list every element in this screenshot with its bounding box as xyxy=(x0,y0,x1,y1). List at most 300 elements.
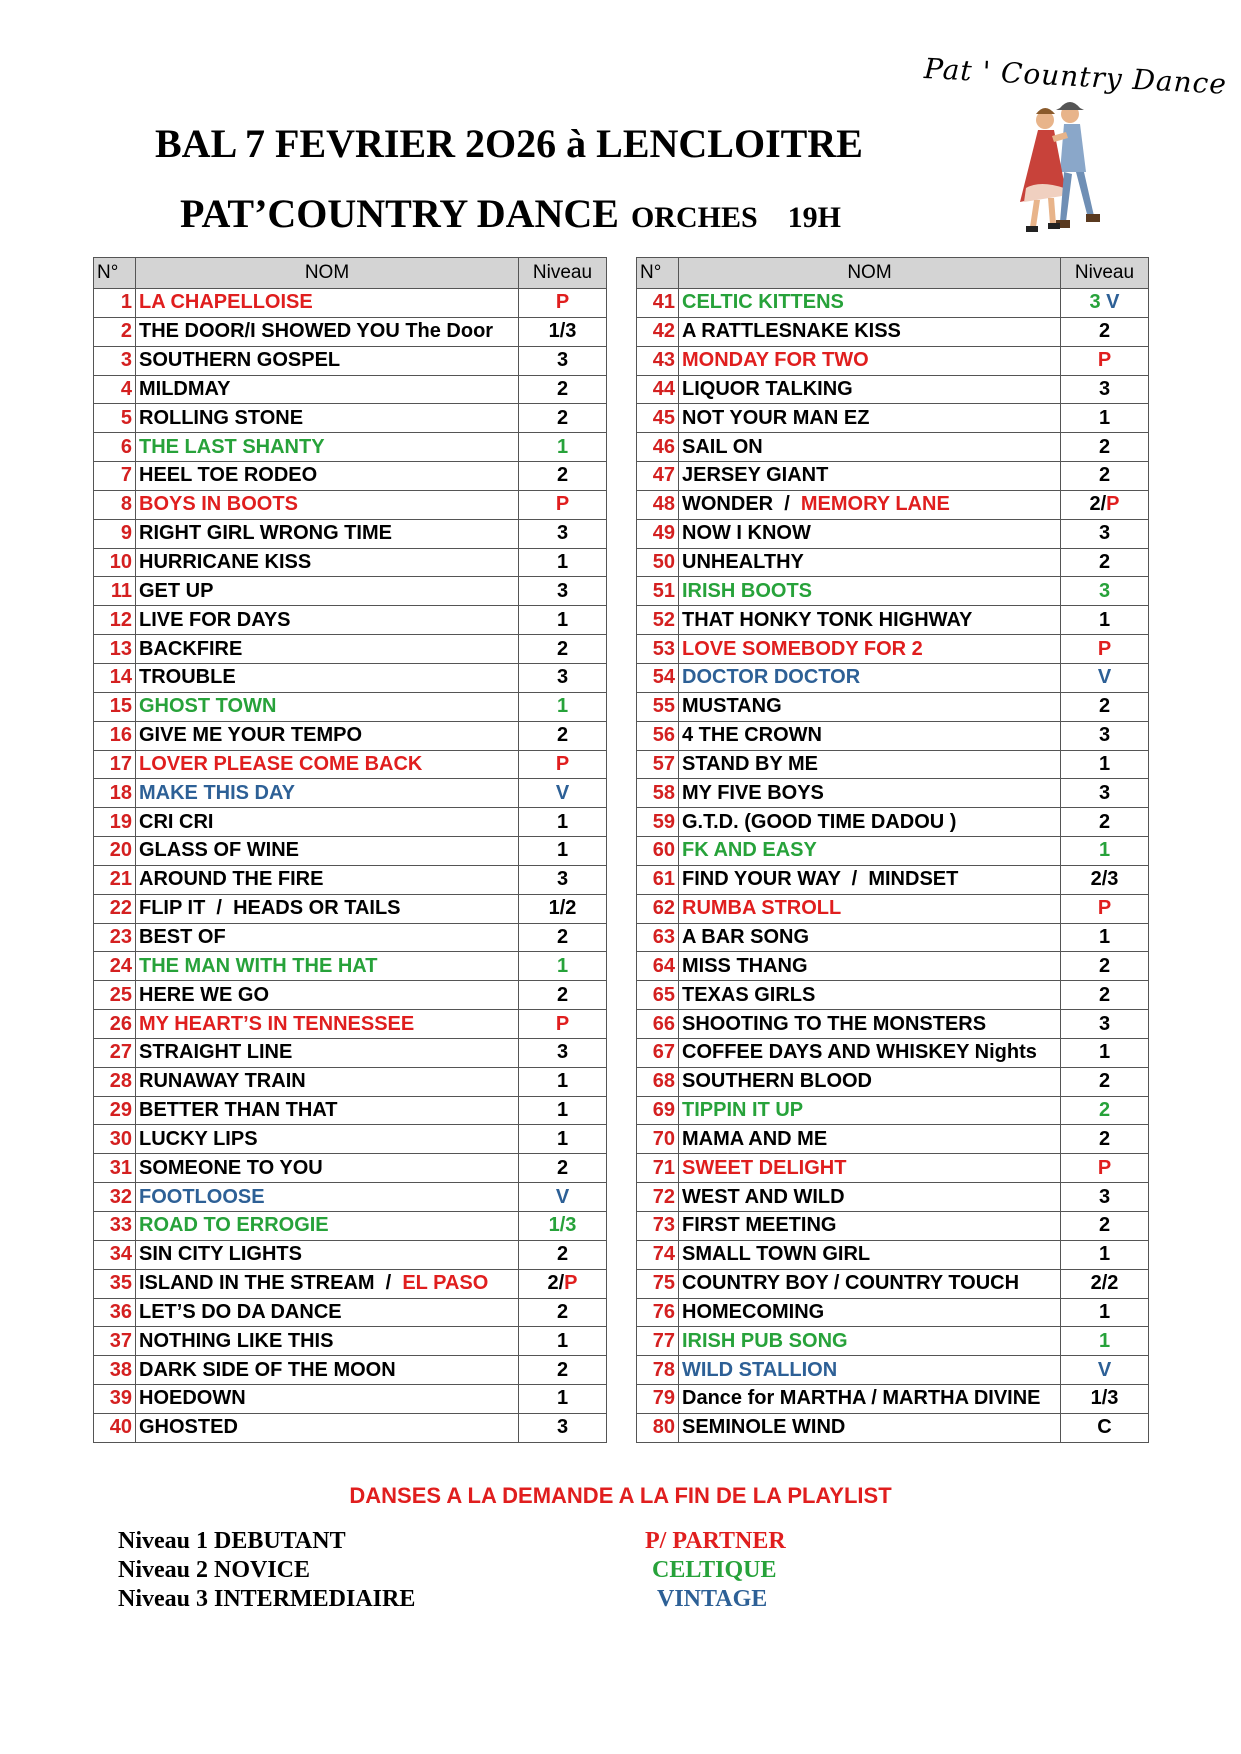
dance-name xyxy=(679,894,1061,923)
table-row xyxy=(637,837,1149,866)
table-row xyxy=(94,1327,607,1356)
row-number: 78 xyxy=(637,1356,679,1385)
dance-name xyxy=(136,1125,519,1154)
table-row xyxy=(94,289,607,318)
dance-level-part: 1 xyxy=(556,1099,569,1122)
dance-level xyxy=(519,923,607,952)
dance-name xyxy=(679,346,1061,375)
dance-name xyxy=(136,1385,519,1414)
row-number: 22 xyxy=(94,894,136,923)
row-number: 16 xyxy=(94,721,136,750)
table-row xyxy=(637,1125,1149,1154)
dance-level-part: 2 xyxy=(1098,464,1111,487)
dance-name xyxy=(136,865,519,894)
table-row xyxy=(637,692,1149,721)
row-number: 25 xyxy=(94,981,136,1010)
dance-level xyxy=(519,865,607,894)
dance-name-part: WONDER / xyxy=(682,493,801,516)
table-row xyxy=(637,750,1149,779)
row-number: 53 xyxy=(637,635,679,664)
dance-name-part: G.T.D. (GOOD TIME DADOU ) xyxy=(682,810,957,833)
dance-level-part: 2 xyxy=(556,637,569,660)
dance-name-part: MY FIVE BOYS xyxy=(682,781,824,804)
dance-level-part: 1 xyxy=(556,695,569,718)
dance-name-part: BETTER THAN THAT xyxy=(139,1099,338,1122)
dance-name-part: IRISH BOOTS xyxy=(682,579,813,602)
table-row xyxy=(94,317,607,346)
dance-level-part: 1 xyxy=(1098,1243,1111,1266)
table-row xyxy=(637,1269,1149,1298)
row-number: 49 xyxy=(637,519,679,548)
row-number: 57 xyxy=(637,750,679,779)
dance-level xyxy=(1061,1010,1149,1039)
column-header-level: Niveau xyxy=(1061,258,1149,289)
table-row xyxy=(637,1356,1149,1385)
dance-level xyxy=(519,462,607,491)
page-subtitle xyxy=(180,190,841,237)
dance-name xyxy=(136,346,519,375)
dance-level xyxy=(519,721,607,750)
column-header-name: NOM xyxy=(136,258,519,289)
dance-level-part: P xyxy=(1097,1156,1112,1179)
dance-level-part: 1 xyxy=(556,839,569,862)
legend-celtic: CELTIQUE xyxy=(652,1557,777,1583)
table-row xyxy=(94,1038,607,1067)
dance-name xyxy=(679,779,1061,808)
dance-name xyxy=(136,289,519,318)
dance-name xyxy=(679,721,1061,750)
dance-level-part: P xyxy=(1106,493,1120,516)
row-number: 44 xyxy=(637,375,679,404)
dance-name-part: ISLAND IN THE STREAM / xyxy=(139,1272,403,1295)
table-row xyxy=(637,577,1149,606)
row-number: 75 xyxy=(637,1269,679,1298)
dance-name-part: COFFEE DAYS AND WHISKEY Nights xyxy=(682,1041,1037,1064)
dance-name-part: BOYS IN BOOTS xyxy=(139,493,298,516)
dance-name-part: GHOST TOWN xyxy=(139,695,277,718)
dance-name xyxy=(136,317,519,346)
dance-name xyxy=(679,1096,1061,1125)
dance-name xyxy=(136,1327,519,1356)
row-number: 18 xyxy=(94,779,136,808)
dance-level xyxy=(519,692,607,721)
dance-level xyxy=(1061,923,1149,952)
row-number: 56 xyxy=(637,721,679,750)
table-row xyxy=(94,1010,607,1039)
dance-name-part: RIGHT GIRL WRONG TIME xyxy=(139,522,392,545)
dance-name-part: TROUBLE xyxy=(139,666,236,689)
dance-name xyxy=(679,548,1061,577)
table-row xyxy=(94,462,607,491)
dance-level-part: 1 xyxy=(1098,1329,1111,1352)
row-number: 21 xyxy=(94,865,136,894)
table-row xyxy=(94,1269,607,1298)
dance-level xyxy=(519,952,607,981)
row-number: 24 xyxy=(94,952,136,981)
dance-level xyxy=(519,1327,607,1356)
dance-level-part: 3 xyxy=(1098,1012,1111,1035)
row-number: 48 xyxy=(637,490,679,519)
table-row xyxy=(94,923,607,952)
dance-name-part: RUNAWAY TRAIN xyxy=(139,1070,306,1093)
dance-name-part: FIRST MEETING xyxy=(682,1214,837,1237)
table-row xyxy=(94,952,607,981)
dance-name xyxy=(679,433,1061,462)
dance-name xyxy=(679,1413,1061,1442)
dance-level-part: 3 xyxy=(1098,377,1111,400)
table-row xyxy=(637,1038,1149,1067)
dance-level-part: 2 xyxy=(1098,1099,1111,1122)
dance-level xyxy=(1061,317,1149,346)
dance-level-part: 1/3 xyxy=(1090,1387,1119,1410)
dance-level xyxy=(1061,952,1149,981)
dance-level xyxy=(1061,1269,1149,1298)
dance-name-part: FK AND EASY xyxy=(682,839,817,862)
dance-level-part: 2 xyxy=(1098,810,1111,833)
row-number: 54 xyxy=(637,663,679,692)
dance-level xyxy=(519,1385,607,1414)
page-title: BAL 7 FEVRIER 2O26 à LENCLOITRE xyxy=(155,121,863,166)
dance-level xyxy=(1061,808,1149,837)
dance-level-part: 2 xyxy=(556,1358,569,1381)
dance-name-part: DOCTOR DOCTOR xyxy=(682,666,861,689)
table-row xyxy=(637,923,1149,952)
dance-name-part: COUNTRY BOY / COUNTRY TOUCH xyxy=(682,1272,1020,1295)
row-number: 68 xyxy=(637,1067,679,1096)
dance-level xyxy=(519,548,607,577)
dance-level-part: C xyxy=(1097,1416,1112,1439)
dance-level-part: 2 xyxy=(1098,435,1111,458)
table-row xyxy=(637,289,1149,318)
dance-level-part: 2 xyxy=(556,983,569,1006)
table-row xyxy=(637,865,1149,894)
dance-name xyxy=(679,1356,1061,1385)
dance-level-part: 3 xyxy=(556,868,569,891)
table-row xyxy=(94,1154,607,1183)
dance-name xyxy=(679,923,1061,952)
dance-level xyxy=(519,1010,607,1039)
dance-level-part: P xyxy=(555,752,570,775)
table-row xyxy=(637,779,1149,808)
dance-name xyxy=(679,837,1061,866)
row-number: 52 xyxy=(637,606,679,635)
dance-name-part: 4 THE CROWN xyxy=(682,724,822,747)
dance-level-part: 3 xyxy=(1098,579,1111,602)
row-number: 77 xyxy=(637,1327,679,1356)
dance-name-part: THE DOOR/I SHOWED YOU The Door xyxy=(139,320,494,343)
dance-name xyxy=(679,865,1061,894)
dance-name xyxy=(679,606,1061,635)
dance-name xyxy=(679,981,1061,1010)
row-number: 47 xyxy=(637,462,679,491)
dance-level-part: 1/2 xyxy=(548,897,577,920)
dance-name-part: THE LAST SHANTY xyxy=(139,435,325,458)
dance-name-part: MISS THANG xyxy=(682,954,808,977)
column-header-num: N° xyxy=(94,258,136,289)
dance-level-part: 3 xyxy=(556,522,569,545)
row-number: 61 xyxy=(637,865,679,894)
table-row xyxy=(637,808,1149,837)
table-row xyxy=(637,375,1149,404)
table-row xyxy=(94,808,607,837)
dancing-couple-icon xyxy=(1000,92,1120,242)
dance-name-part: MEMORY LANE xyxy=(800,493,950,516)
row-number: 40 xyxy=(94,1413,136,1442)
dance-level xyxy=(519,490,607,519)
dance-name xyxy=(136,1067,519,1096)
table-row xyxy=(637,1327,1149,1356)
dance-name xyxy=(679,808,1061,837)
dance-level xyxy=(519,837,607,866)
dance-name xyxy=(679,317,1061,346)
row-number: 76 xyxy=(637,1298,679,1327)
table-row xyxy=(94,548,607,577)
table-row xyxy=(637,404,1149,433)
dance-name-part: WILD STALLION xyxy=(682,1358,838,1381)
dance-level-part: 2/2 xyxy=(1090,1272,1119,1295)
dance-level xyxy=(1061,894,1149,923)
dance-level xyxy=(1061,837,1149,866)
row-number: 35 xyxy=(94,1269,136,1298)
table-row xyxy=(637,1154,1149,1183)
dance-level xyxy=(1061,346,1149,375)
dance-name-part: AROUND THE FIRE xyxy=(139,868,324,891)
dance-level-part: 2 xyxy=(1098,1127,1111,1150)
table-row xyxy=(94,375,607,404)
dance-name xyxy=(136,692,519,721)
dance-level xyxy=(1061,490,1149,519)
dance-level xyxy=(1061,1096,1149,1125)
dance-name xyxy=(679,750,1061,779)
row-number: 19 xyxy=(94,808,136,837)
dance-level-part: 1 xyxy=(1098,406,1111,429)
table-row xyxy=(94,750,607,779)
dance-name xyxy=(679,577,1061,606)
dance-level xyxy=(1061,1125,1149,1154)
row-number: 58 xyxy=(637,779,679,808)
dance-level xyxy=(519,894,607,923)
dance-level-part: 1 xyxy=(556,551,569,574)
dance-name-part: CELTIC KITTENS xyxy=(682,291,844,314)
dance-level-part: P xyxy=(1097,897,1112,920)
dance-level xyxy=(519,635,607,664)
dance-name-part: IRISH PUB SONG xyxy=(682,1329,848,1352)
table-header xyxy=(94,258,607,289)
row-number: 79 xyxy=(637,1385,679,1414)
dance-name-part: GLASS OF WINE xyxy=(139,839,299,862)
dance-level xyxy=(1061,779,1149,808)
dance-level-part: 3 xyxy=(1098,1185,1111,1208)
dance-level-part: 1 xyxy=(1098,1041,1111,1064)
row-number: 20 xyxy=(94,837,136,866)
dance-name xyxy=(679,1298,1061,1327)
dance-name xyxy=(136,1269,519,1298)
dance-name xyxy=(679,952,1061,981)
logo-text: Pat ' Country Dance xyxy=(923,52,1228,101)
table-row xyxy=(94,346,607,375)
dance-level xyxy=(519,1096,607,1125)
table-row xyxy=(637,317,1149,346)
table-row xyxy=(94,865,607,894)
dance-name xyxy=(136,548,519,577)
dance-name-part: LIQUOR TALKING xyxy=(682,377,853,400)
dance-name-part: LET’S DO DA DANCE xyxy=(139,1300,342,1323)
dance-name xyxy=(136,663,519,692)
dance-name-part: MAMA AND ME xyxy=(682,1127,828,1150)
dance-name-part: MONDAY FOR TWO xyxy=(682,349,869,372)
legend-level-2: Niveau 2 NOVICE xyxy=(118,1557,311,1583)
row-number: 5 xyxy=(94,404,136,433)
legend-level-3: Niveau 3 INTERMEDIAIRE xyxy=(118,1586,416,1612)
row-number: 70 xyxy=(637,1125,679,1154)
dance-level xyxy=(1061,1298,1149,1327)
dance-level-part: 2/ xyxy=(547,1272,565,1295)
table-row xyxy=(94,635,607,664)
table-row xyxy=(637,1240,1149,1269)
legend-vintage: VINTAGE xyxy=(657,1586,768,1612)
row-number: 41 xyxy=(637,289,679,318)
dance-level-part: 2 xyxy=(556,724,569,747)
dance-name xyxy=(136,577,519,606)
dance-name xyxy=(136,490,519,519)
dance-level-part: 3 xyxy=(1098,781,1111,804)
table-row xyxy=(94,1183,607,1212)
table-row xyxy=(94,1240,607,1269)
table-row xyxy=(94,577,607,606)
table-row xyxy=(94,1413,607,1442)
dance-name-part: NOT YOUR MAN EZ xyxy=(682,406,870,429)
table-row xyxy=(94,1356,607,1385)
row-number: 1 xyxy=(94,289,136,318)
row-number: 51 xyxy=(637,577,679,606)
dance-name xyxy=(136,462,519,491)
dance-name xyxy=(679,692,1061,721)
dance-level-part: 2 xyxy=(556,1156,569,1179)
dance-level xyxy=(519,1038,607,1067)
dance-name-part: A BAR SONG xyxy=(682,925,810,948)
row-number: 63 xyxy=(637,923,679,952)
dance-name-part: TIPPIN IT UP xyxy=(682,1099,804,1122)
dance-level xyxy=(1061,721,1149,750)
dance-name xyxy=(136,1413,519,1442)
dance-name-part: THAT HONKY TONK HIGHWAY xyxy=(682,608,973,631)
table-row xyxy=(94,433,607,462)
dance-level xyxy=(519,375,607,404)
row-number: 15 xyxy=(94,692,136,721)
row-number: 17 xyxy=(94,750,136,779)
dance-level xyxy=(1061,462,1149,491)
dance-name-part: HERE WE GO xyxy=(139,983,270,1006)
dance-name xyxy=(679,1154,1061,1183)
dance-level xyxy=(1061,519,1149,548)
row-number: 32 xyxy=(94,1183,136,1212)
row-number: 29 xyxy=(94,1096,136,1125)
dance-level xyxy=(1061,375,1149,404)
table-row xyxy=(637,952,1149,981)
dance-level xyxy=(1061,1385,1149,1414)
dance-name xyxy=(679,1038,1061,1067)
dance-level-part: P xyxy=(555,493,570,516)
table-row xyxy=(637,346,1149,375)
table-row xyxy=(637,1067,1149,1096)
dance-level xyxy=(519,1212,607,1241)
dance-name-part: STAND BY ME xyxy=(682,752,818,775)
dance-level xyxy=(519,519,607,548)
dance-name xyxy=(679,404,1061,433)
table-row xyxy=(637,490,1149,519)
row-number: 65 xyxy=(637,981,679,1010)
dance-level xyxy=(1061,692,1149,721)
dance-level-part: V xyxy=(1097,666,1112,689)
table-row xyxy=(94,1298,607,1327)
table-row xyxy=(637,981,1149,1010)
dance-name-part: WEST AND WILD xyxy=(682,1185,845,1208)
dance-level-part: 1 xyxy=(556,810,569,833)
dance-level xyxy=(1061,1212,1149,1241)
row-number: 45 xyxy=(637,404,679,433)
dance-name-part: SMALL TOWN GIRL xyxy=(682,1243,871,1266)
dance-level-part: 3 xyxy=(1089,291,1107,314)
dance-name-part: MY HEART’S IN TENNESSEE xyxy=(139,1012,415,1035)
dance-level-part: 1 xyxy=(1098,925,1111,948)
row-number: 80 xyxy=(637,1413,679,1442)
row-number: 50 xyxy=(637,548,679,577)
dance-level-part: 2 xyxy=(1098,551,1111,574)
row-number: 74 xyxy=(637,1240,679,1269)
dance-name-part: SAIL ON xyxy=(682,435,763,458)
table-row xyxy=(94,692,607,721)
dance-level-part: 2 xyxy=(556,464,569,487)
dance-level-part: V xyxy=(555,781,570,804)
dance-level-part: 1 xyxy=(1098,839,1111,862)
dance-level xyxy=(1061,663,1149,692)
dance-level-part: V xyxy=(1097,1358,1112,1381)
table-row xyxy=(94,663,607,692)
dance-level-part: 2 xyxy=(556,925,569,948)
dance-level xyxy=(519,1067,607,1096)
table-row xyxy=(637,1385,1149,1414)
row-number: 12 xyxy=(94,606,136,635)
dance-level-part: 1 xyxy=(556,1127,569,1150)
dance-level xyxy=(519,1183,607,1212)
dance-level-part: 2 xyxy=(1098,983,1111,1006)
dance-name-part: SOUTHERN GOSPEL xyxy=(139,349,341,372)
row-number: 31 xyxy=(94,1154,136,1183)
column-header-num: N° xyxy=(637,258,679,289)
row-number: 42 xyxy=(637,317,679,346)
dance-name-part: GIVE ME YOUR TEMPO xyxy=(139,724,362,747)
dance-name-part: Dance for MARTHA / MARTHA DIVINE xyxy=(682,1387,1041,1410)
dance-level-part: 3 xyxy=(556,1041,569,1064)
dance-level-part: 1 xyxy=(1098,608,1111,631)
dance-name-part: GHOSTED xyxy=(139,1416,238,1439)
dance-level-part: 3 xyxy=(556,1416,569,1439)
dance-name-part: EL PASO xyxy=(402,1272,489,1295)
table-row xyxy=(637,1413,1149,1442)
dance-level xyxy=(519,404,607,433)
table-row xyxy=(637,548,1149,577)
dance-level-part: P xyxy=(1097,637,1112,660)
row-number: 43 xyxy=(637,346,679,375)
table-row xyxy=(637,433,1149,462)
dance-name-part: MAKE THIS DAY xyxy=(139,781,295,804)
dance-name-part: ROLLING STONE xyxy=(139,406,304,429)
dance-level xyxy=(1061,289,1149,318)
dance-name-part: SOMEONE TO YOU xyxy=(139,1156,323,1179)
dance-name-part: STRAIGHT LINE xyxy=(139,1041,293,1064)
row-number: 66 xyxy=(637,1010,679,1039)
dance-level xyxy=(519,1154,607,1183)
